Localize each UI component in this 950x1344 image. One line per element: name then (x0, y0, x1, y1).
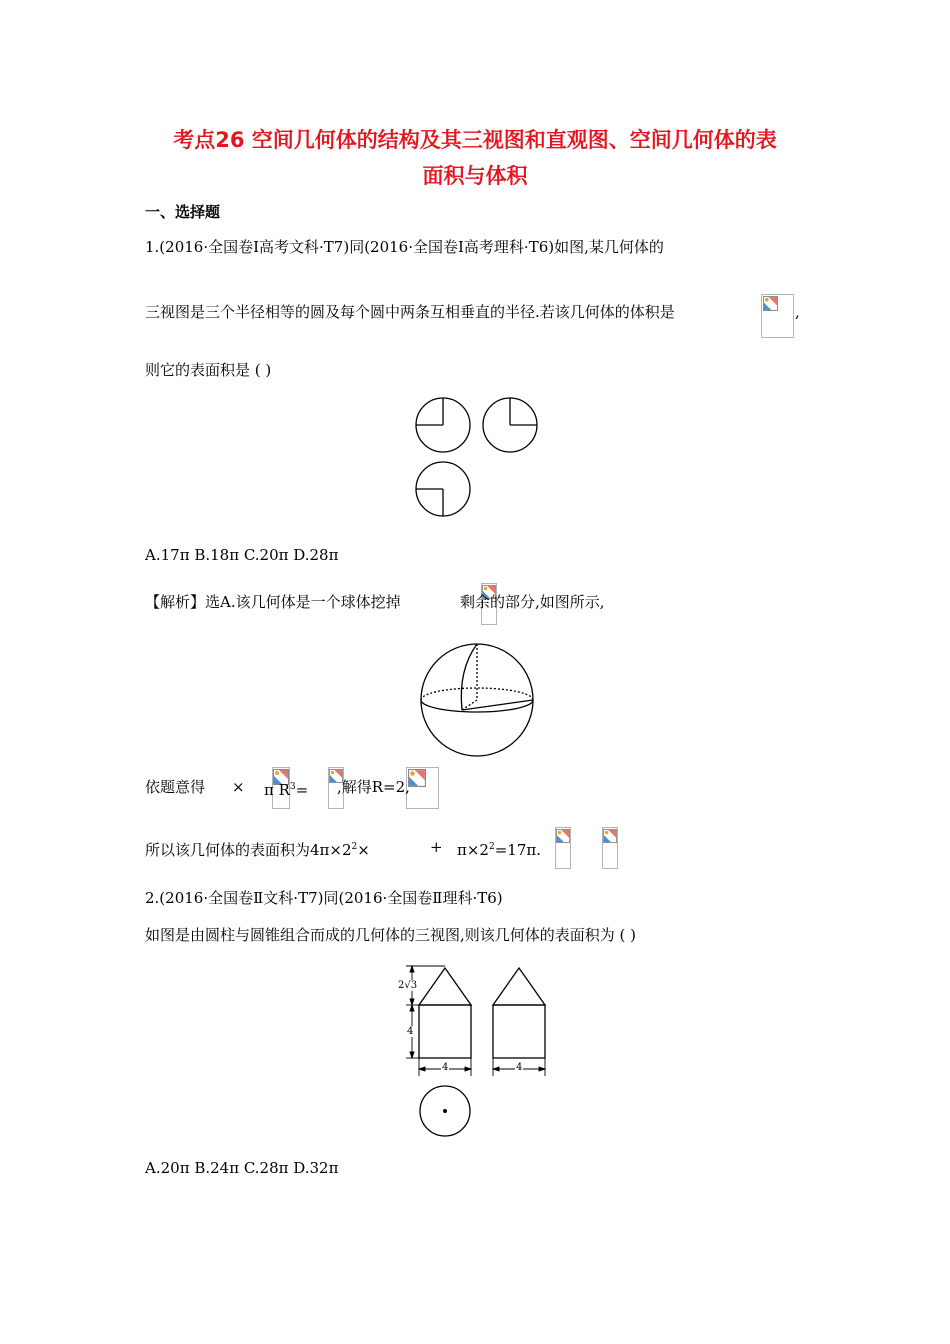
dim-cylinder-height: 4 (407, 1026, 414, 1037)
top-view-center-dot (443, 1109, 447, 1113)
q1-eq1-b: × (232, 778, 245, 796)
q2-options: A.20π B.24π C.28π D.32π (145, 1159, 339, 1177)
dim-cone-height: 2√3 (398, 980, 418, 991)
q1-eq2-a: 所以该几何体的表面积为$4\pi\times 2^2\times$ (145, 841, 370, 859)
side-view (493, 968, 545, 1058)
front-view (419, 968, 471, 1058)
section-heading: 一、选择题 (145, 203, 221, 221)
q1-line1: 1.(2016·全国卷Ⅰ高考文科·T7)同(2016·全国卷Ⅰ高考理科·T6)如图,某几何体的 (145, 238, 664, 256)
q1-line2-end: , (795, 303, 800, 321)
q1-line2-text: 三视图是三个半径相等的圆及每个圆中两条互相垂直的半径.若该几何体的体积是 (145, 303, 675, 321)
q1-eq2-c: + (430, 838, 443, 856)
q1-analysis-suffix: 剩余的部分,如图所示, (460, 593, 605, 611)
q2-line1: 2.(2016·全国卷Ⅱ文科·T7)同(2016·全国卷Ⅱ理科·T6) (145, 889, 503, 907)
q2-line2: 如图是由圆柱与圆锥组合而成的几何体的三视图,则该几何体的表面积为 ( ) (145, 926, 637, 944)
dim-front-width: 4 (442, 1062, 449, 1073)
q1-line3: 则它的表面积是 ( ) (145, 361, 272, 379)
q1-eq1-e: ,解得R=2, (337, 778, 410, 796)
q1-eq2-d: $\pi\times 2^2=17\pi$. (457, 841, 542, 859)
q1-analysis-prefix: 【解析】选A.该几何体是一个球体挖掉 (145, 593, 401, 611)
dim-side-width: 4 (516, 1062, 523, 1073)
page-title-line1: 考点26 空间几何体的结构及其三视图和直观图、空间几何体的表 (173, 128, 777, 152)
q1-eq1-c: π $R^3=$ (264, 781, 309, 799)
q1-options: A.17π B.18π C.20π D.28π (145, 546, 339, 564)
q1-eq1-a: 依题意得 (145, 778, 206, 796)
page-title-line2: 面积与体积 (422, 164, 528, 188)
